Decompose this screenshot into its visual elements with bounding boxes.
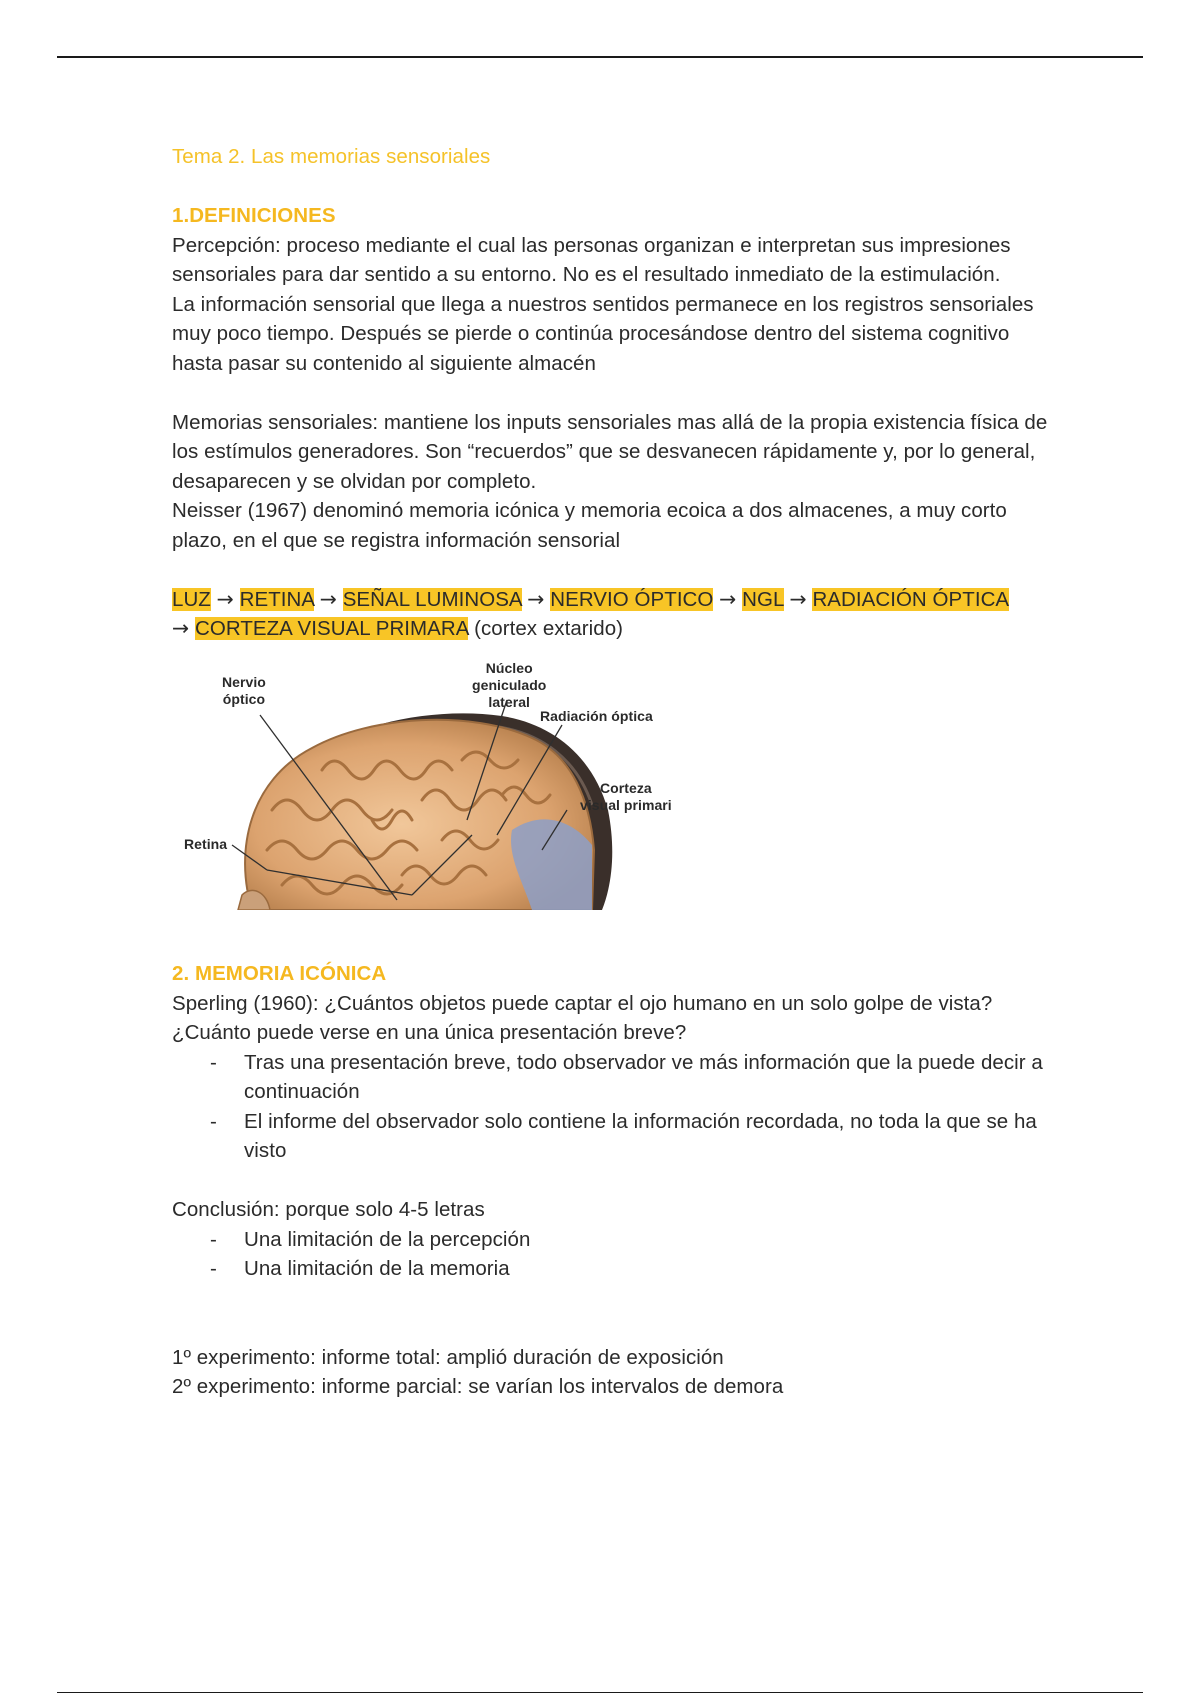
- pathway-step-ngl: NGL: [742, 587, 784, 611]
- pathway-step-luz: LUZ: [172, 587, 211, 611]
- pathway-note: (cortex extarido): [474, 617, 624, 640]
- paragraph-conclusion: Conclusión: porque solo 4-5 letras: [172, 1198, 485, 1221]
- list-item: - El informe del observador solo contiene la información recordada, no toda la que se ha visto: [244, 1107, 1052, 1166]
- arrow-right-icon: →: [172, 616, 190, 640]
- list-item: - Una limitación de la memoria: [244, 1254, 1052, 1284]
- paragraph-experimento-1: 1º experimento: informe total: amplió duración de exposición: [172, 1345, 724, 1369]
- pathway-step-senal-luminosa: SEÑAL LUMINOSA: [342, 587, 522, 611]
- paragraph-percepcion: Percepción: proceso mediante el cual las personas organizan e interpretan sus impresiones sensoriales para dar sentido a su entorno. No es el resultado inmediato de la estimulación.: [172, 233, 1011, 286]
- spacer: [172, 910, 1052, 940]
- section-heading-memoria-iconica: 2. MEMORIA ICÓNICA: [172, 962, 387, 985]
- spacer: [172, 172, 1052, 202]
- list-item: - Tras una presentación breve, todo observador ve más información que la puede decir a continuación: [244, 1048, 1052, 1107]
- spacer: [172, 1166, 1052, 1196]
- pathway-step-corteza-visual: CORTEZA VISUAL PRIMARA: [194, 617, 469, 640]
- paragraph-sperling: Sperling (1960): ¿Cuántos objetos puede captar el ojo humano en un solo golpe de vista? ¿Cuánto puede verse en una única presentación breve?: [172, 991, 993, 1044]
- arrow-right-icon: →: [527, 586, 545, 611]
- spacer: [172, 1313, 1052, 1343]
- document-title: Tema 2. Las memorias sensoriales: [172, 145, 491, 168]
- bottom-rule: [57, 1692, 1143, 1693]
- pathway-step-retina: RETINA: [239, 587, 314, 611]
- paragraph-memorias-sensoriales: Memorias sensoriales: mantiene los inputs sensoriales mas allá de la propia existencia física de los estímulos generadores. Son “recuerdos” que se desvanecen rápidamente y, por lo general, desaparecen y se olvidan por completo.: [172, 410, 1048, 493]
- paragraph-informacion-sensorial: La información sensorial que llega a nuestros sentidos permanece en los registros sensoriales muy poco tiempo. Después se pierde o continúa procesándose dentro del sistema cognitivo hasta pasar su contenido al siguiente almacén: [172, 292, 1034, 375]
- label-nervio-optico: Nervio óptico: [222, 673, 266, 707]
- spacer: [172, 378, 1052, 408]
- pathway-step-radiacion-optica: RADIACIÓN ÓPTICA: [812, 587, 1010, 611]
- label-corteza-visual: Corteza visual primari: [580, 779, 672, 813]
- paragraph-experimento-2: 2º experimento: informe parcial: se varían los intervalos de demora: [172, 1375, 784, 1398]
- pathway-step-nervio-optico: NERVIO ÓPTICO: [550, 587, 714, 611]
- label-radiacion-optica: Radiación óptica: [540, 707, 653, 724]
- spacer: [172, 1284, 1052, 1314]
- spacer: [172, 555, 1052, 585]
- conclusion-bullet-list: [172, 1225, 1052, 1284]
- sperling-bullet-list: [172, 1048, 1052, 1166]
- brain-visual-pathway-figure: [172, 660, 712, 910]
- visual-pathway: [172, 585, 1052, 644]
- label-retina: Retina: [184, 835, 228, 852]
- arrow-right-icon: →: [719, 586, 737, 611]
- top-rule: [57, 56, 1143, 58]
- document-body: [172, 142, 1052, 1402]
- paragraph-neisser: Neisser (1967) denominó memoria icónica y memoria ecoica a dos almacenes, a muy corto plazo, en el que se registra información sensorial: [172, 499, 1007, 552]
- arrow-right-icon: →: [789, 586, 807, 611]
- label-nucleo-geniculado: Núcleo geniculado lateral: [472, 659, 547, 710]
- arrow-right-icon: →: [319, 586, 337, 611]
- list-item: - Una limitación de la percepción: [244, 1225, 1052, 1255]
- arrow-right-icon: →: [216, 586, 234, 611]
- section-heading-definiciones: 1.DEFINICIONES: [172, 204, 336, 227]
- spacer: [172, 939, 1052, 959]
